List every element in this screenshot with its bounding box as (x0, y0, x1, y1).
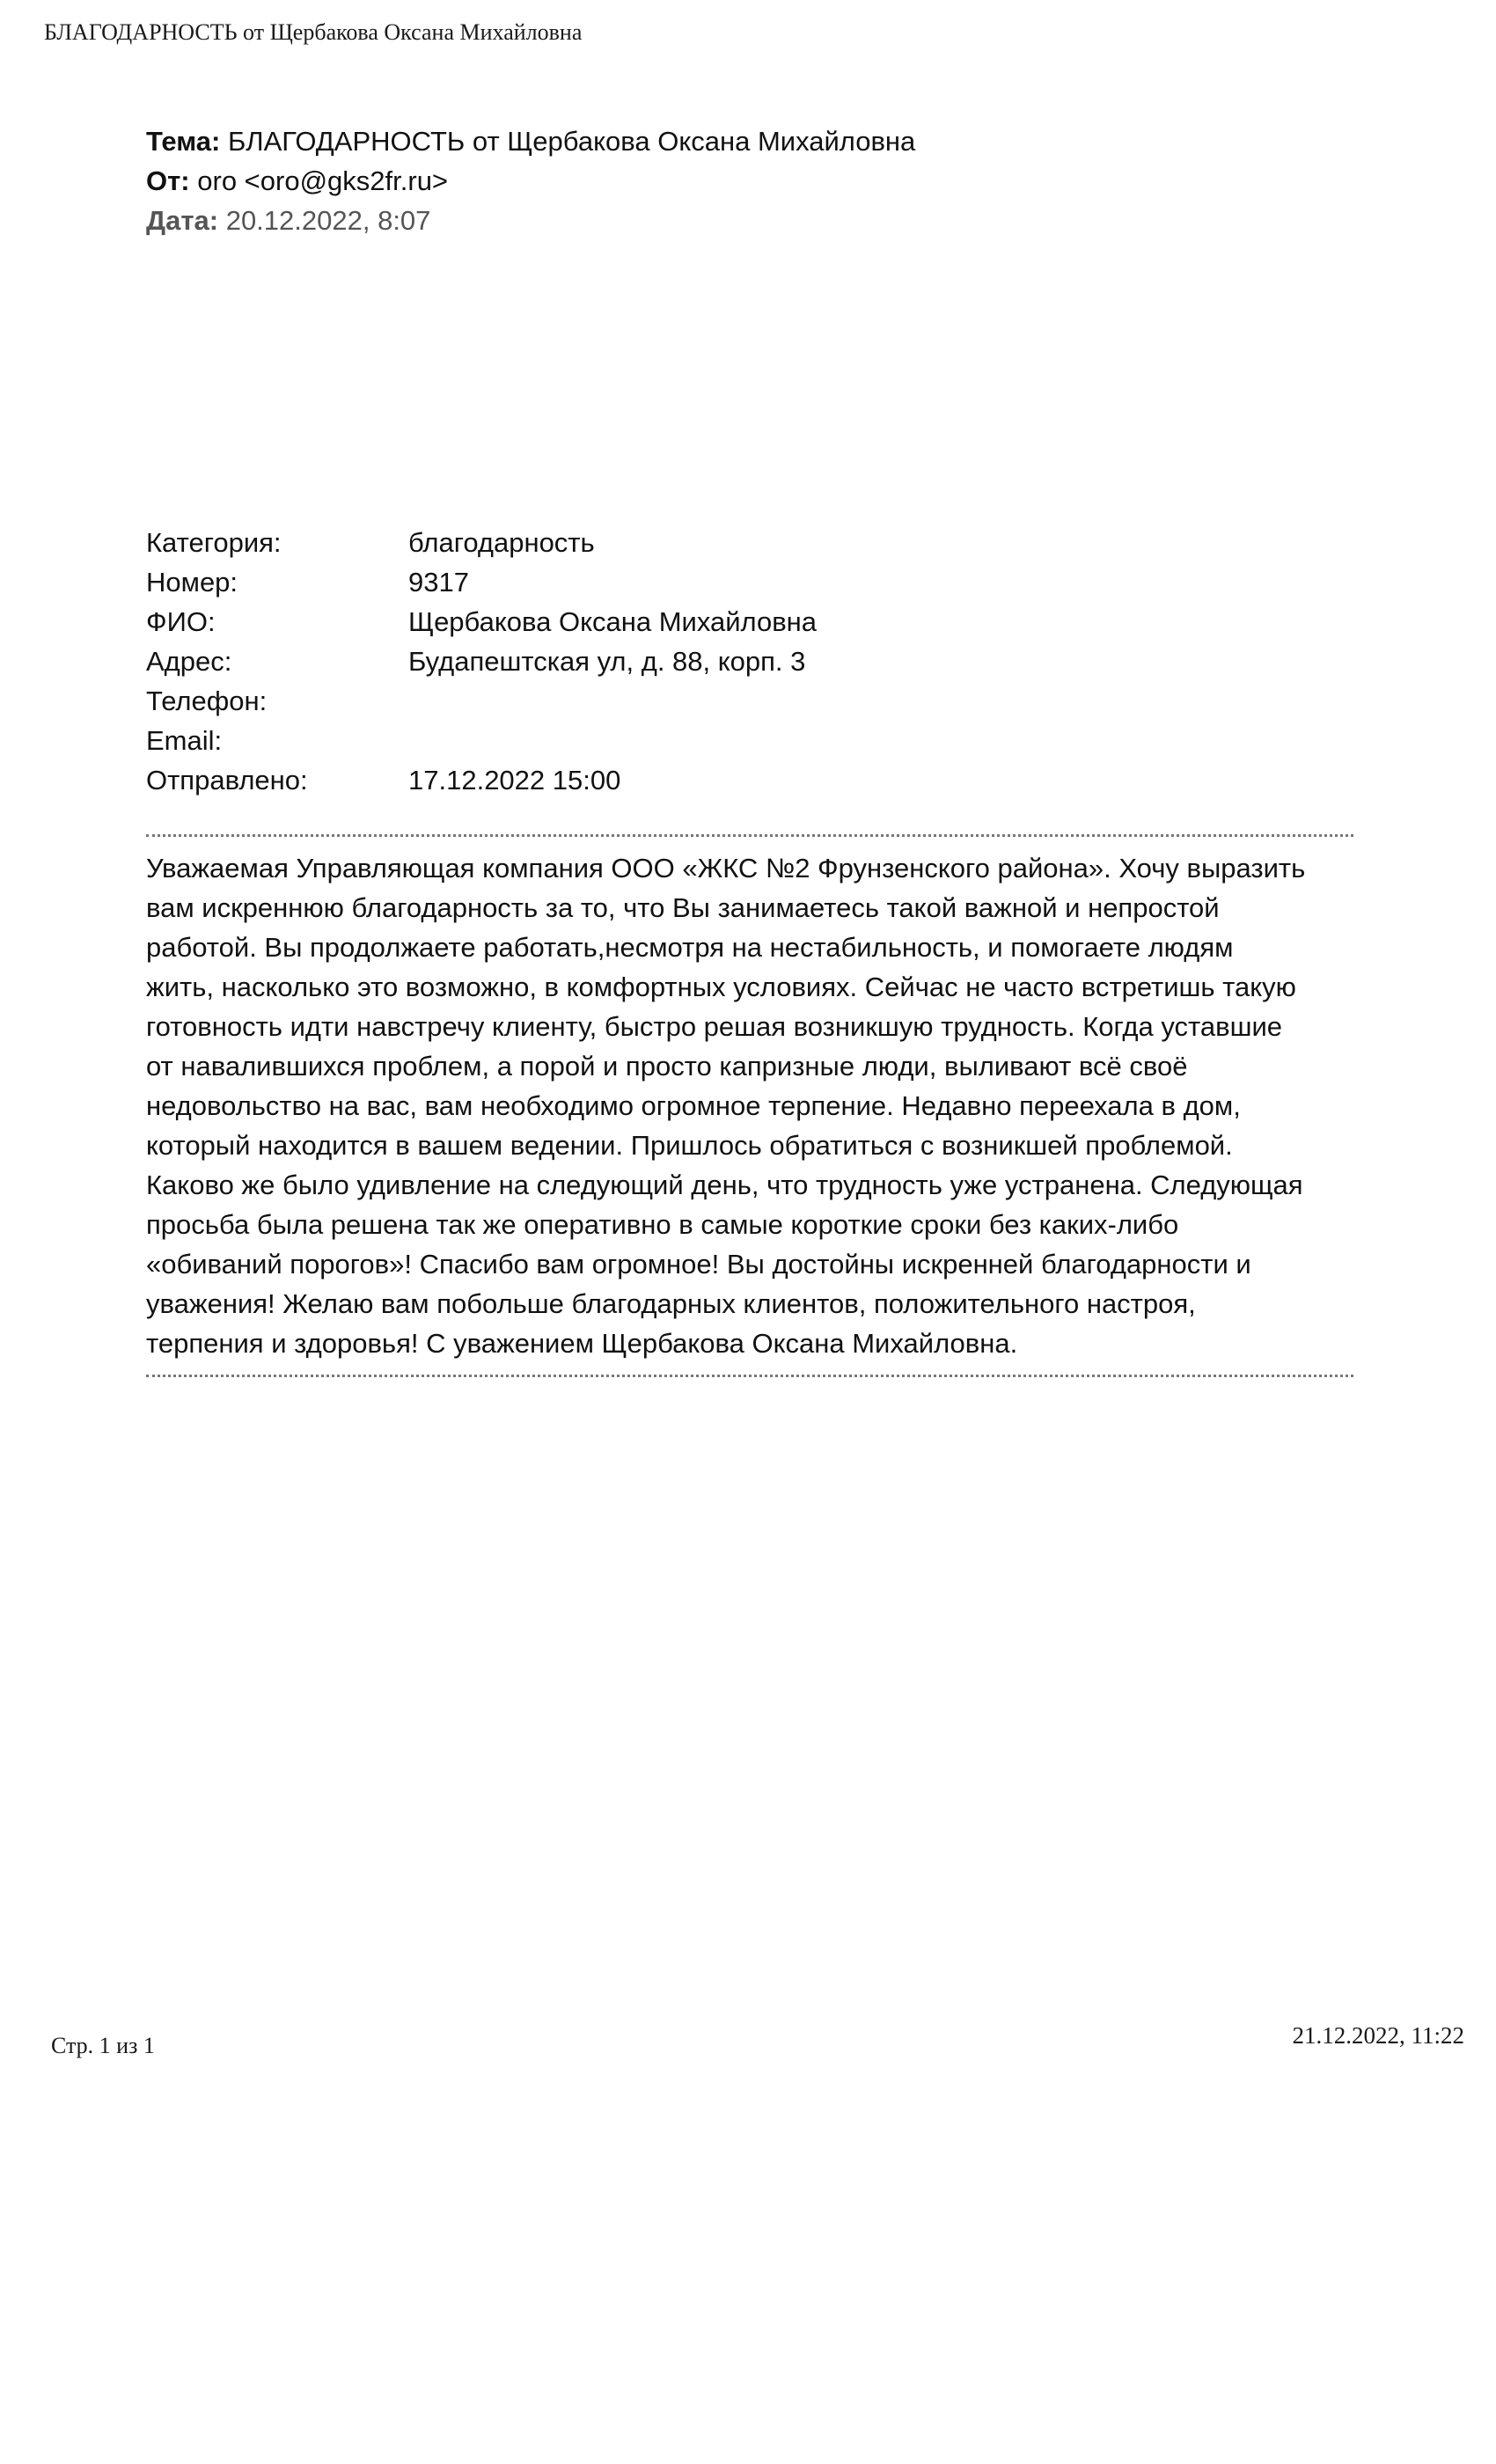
field-label: ФИО: (146, 606, 216, 637)
email-subject-label: Тема: (146, 126, 221, 157)
email-subject: БЛАГОДАРНОСТЬ от Щербакова Оксана Михайловна (227, 126, 916, 157)
email-header (146, 121, 915, 240)
email-date-label: Дата: (146, 205, 219, 236)
field-label: Категория: (146, 527, 282, 558)
print-timestamp: 21.12.2022, 11:22 (1292, 2022, 1464, 2049)
message-line: терпения и здоровья! С уважением Щербакова Оксана Михайловна. (146, 1328, 1018, 1359)
message-line: просьба была решена так же оперативно в самые короткие сроки без каких-либо (146, 1209, 1179, 1240)
field-value: 17.12.2022 15:00 (408, 765, 621, 796)
message-line: жить, насколько это возможно, в комфортных условиях. Сейчас не часто встретишь такую (146, 972, 1296, 1002)
email-subject-row (146, 121, 915, 161)
message-line: работой. Вы продолжаете работать,несмотря на нестабильность, и помогаете людям (146, 932, 1234, 963)
email-from-row (146, 161, 915, 201)
message-line: уважения! Желаю вам побольше благодарных клиентов, положительного настроя, (146, 1288, 1196, 1319)
message-line: от навалившихся проблем, а порой и просто капризные люди, выливают всё своё (146, 1051, 1188, 1082)
email-date: 20.12.2022, 8:07 (225, 205, 431, 236)
message-line: Каково же было удивление на следующий день, что трудность уже устранена. Следующая (146, 1170, 1303, 1200)
field-value: Щербакова Оксана Михайловна (408, 606, 818, 637)
message-line: готовность идти навстречу клиенту, быстро решая возникшую трудность. Когда уставшие (146, 1011, 1282, 1042)
message-line: недовольство на вас, вам необходимо огромное терпение. Недавно переехала в дом, (146, 1090, 1241, 1121)
message-body (146, 848, 1360, 1363)
field-label: Телефон: (146, 686, 268, 716)
dotted-divider-bottom (146, 1375, 1353, 1377)
message-line: вам искреннюю благодарность за то, что Вы занимаетесь такой важной и непростой (146, 892, 1220, 923)
email-from: oro <oro@gks2fr.ru> (197, 165, 449, 196)
dotted-divider-top (146, 834, 1353, 837)
message-line: который находится в вашем ведении. Пришлось обратиться с возникшей проблемой. (146, 1130, 1233, 1161)
field-label: Адрес: (146, 646, 232, 677)
print-header-title: БЛАГОДАРНОСТЬ от Щербакова Оксана Михайловна (44, 19, 583, 45)
field-value: благодарность (408, 527, 595, 558)
message-line: Уважаемая Управляющая компания ООО «ЖКС №2 Фрунзенского района». Хочу выразить (146, 853, 1306, 884)
field-value: Будапештская ул, д. 88, корп. 3 (408, 646, 806, 677)
field-label: Отправлено: (146, 765, 308, 796)
field-value: 9317 (408, 567, 469, 598)
page-number: Стр. 1 из 1 (51, 2033, 155, 2058)
email-from-label: От: (146, 165, 190, 196)
email-date-row (146, 201, 915, 240)
message-line: «обиваний порогов»! Спасибо вам огромное! Вы достойны искренней благодарности и (146, 1249, 1251, 1280)
field-label: Номер: (146, 567, 238, 598)
field-label: Email: (146, 725, 223, 756)
